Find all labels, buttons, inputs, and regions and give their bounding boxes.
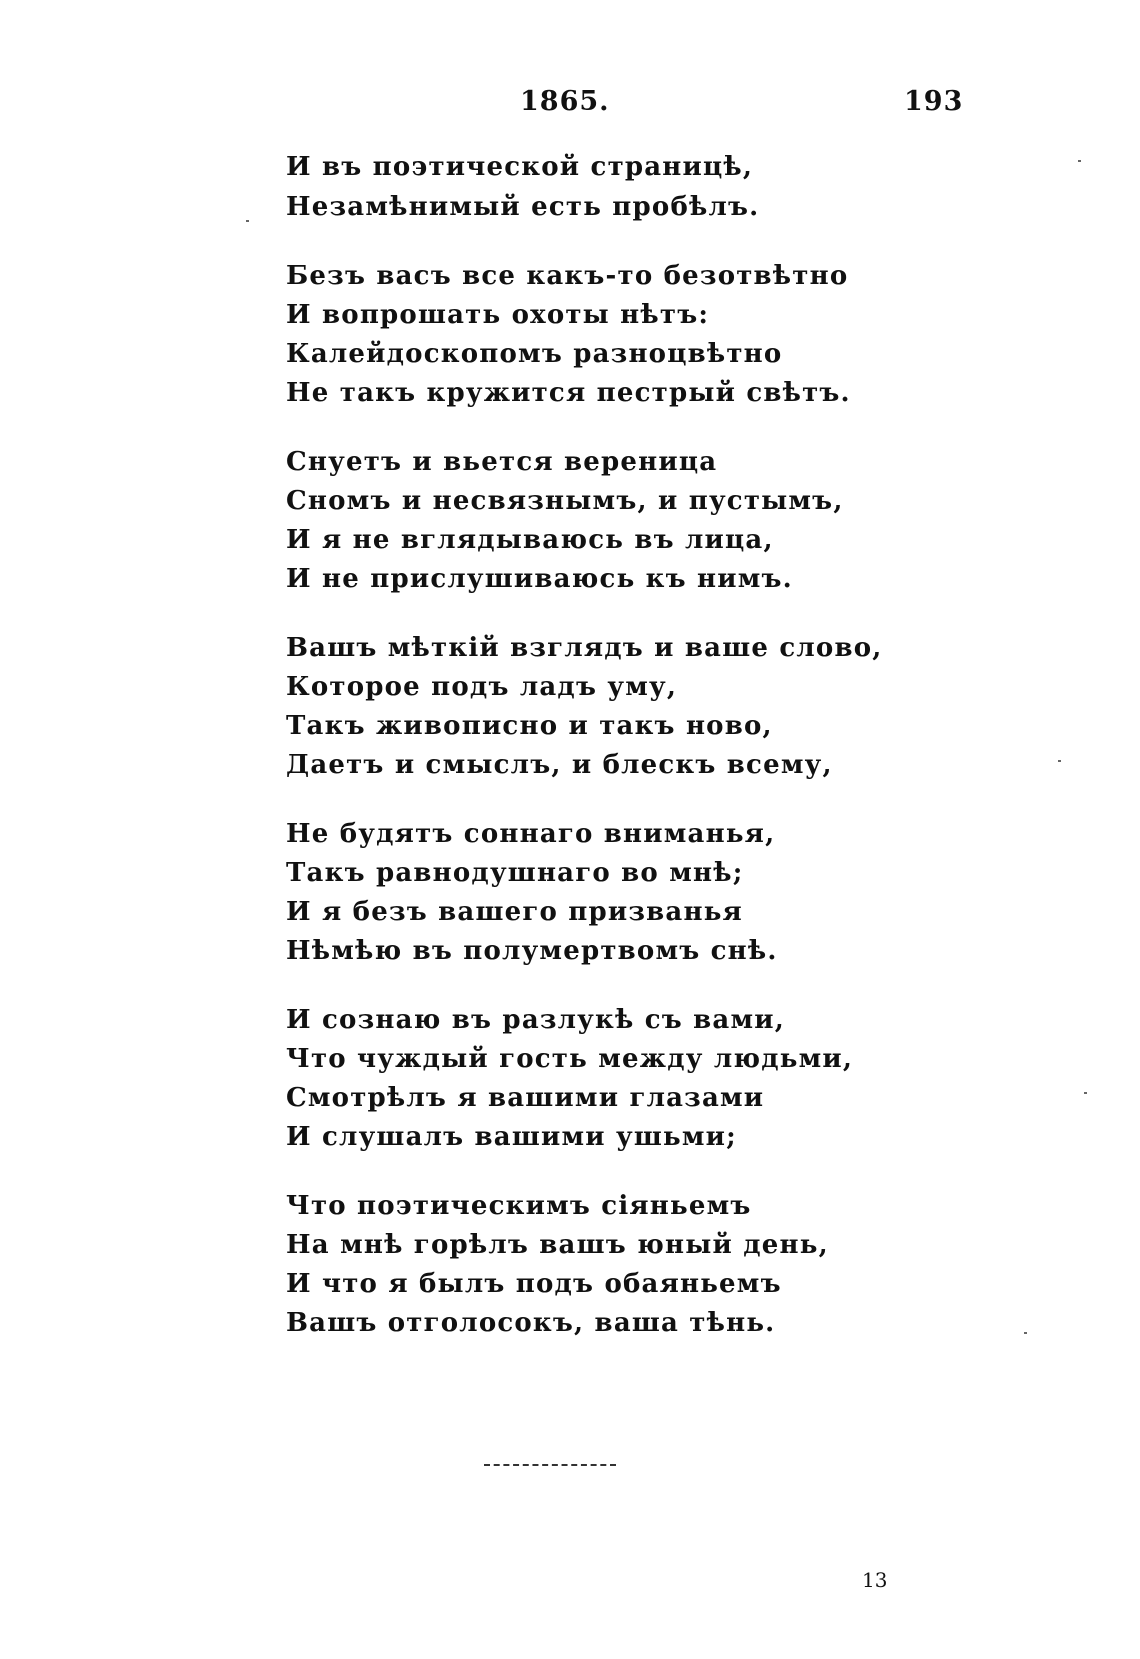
verse-line: Вашъ отголосокъ, ваша тѣнь. [286, 1308, 776, 1338]
verse-line: Калейдоскопомъ разноцвѣтно [286, 339, 783, 369]
verse-line: Безъ васъ все какъ-то безотвѣтно [286, 261, 849, 291]
verse-line: Что поэтическимъ сіяньемъ [286, 1191, 752, 1221]
verse-line: Такъ равнодушнаго во мнѣ; [286, 858, 744, 888]
scan-speck [1058, 760, 1061, 762]
verse-line: Даетъ и смыслъ, и блескъ всему, [286, 750, 833, 780]
verse-line: Нѣмѣю въ полумертвомъ снѣ. [286, 936, 778, 966]
signature-mark: 13 [862, 1568, 888, 1592]
page-number: 193 [904, 86, 964, 117]
verse-line: Не такъ кружится пестрый свѣтъ. [286, 378, 851, 408]
scan-speck [1024, 1332, 1027, 1334]
verse-line: Незамѣнимый есть пробѣлъ. [286, 192, 760, 222]
verse-line: На мнѣ горѣлъ вашъ юный день, [286, 1230, 829, 1260]
verse-line: Что чуждый гость между людьми, [286, 1044, 854, 1074]
verse-line: И въ поэтической страницѣ, [286, 152, 754, 182]
running-head-year: 1865. [520, 86, 610, 117]
verse-line: Которое подъ ладъ уму, [286, 672, 678, 702]
verse-line: И слушалъ вашими ушьми; [286, 1122, 737, 1152]
closing-rule [484, 1464, 616, 1466]
scan-speck [1084, 1092, 1087, 1094]
verse-line: И я не вглядываюсь въ лица, [286, 525, 774, 555]
scan-speck [246, 220, 249, 222]
verse-line: И вопрошать охоты нѣтъ: [286, 300, 710, 330]
verse-line: И сознаю въ разлукѣ съ вами, [286, 1005, 785, 1035]
verse-line: И я безъ вашего призванья [286, 897, 743, 927]
verse-line: И не прислушиваюсь къ нимъ. [286, 564, 793, 594]
verse-line: Смотрѣлъ я вашими глазами [286, 1083, 765, 1113]
verse-line: Сномъ и несвязнымъ, и пустымъ, [286, 486, 844, 516]
verse-line: Такъ живописно и такъ ново, [286, 711, 773, 741]
verse-line: Не будятъ соннаго вниманья, [286, 819, 776, 849]
verse-line: Снуетъ и вьется вереница [286, 447, 718, 477]
verse-line: И что я былъ подъ обаяньемъ [286, 1269, 782, 1299]
scan-speck [1078, 160, 1081, 162]
verse-line: Вашъ мѣткій взглядъ и ваше слово, [286, 633, 883, 663]
